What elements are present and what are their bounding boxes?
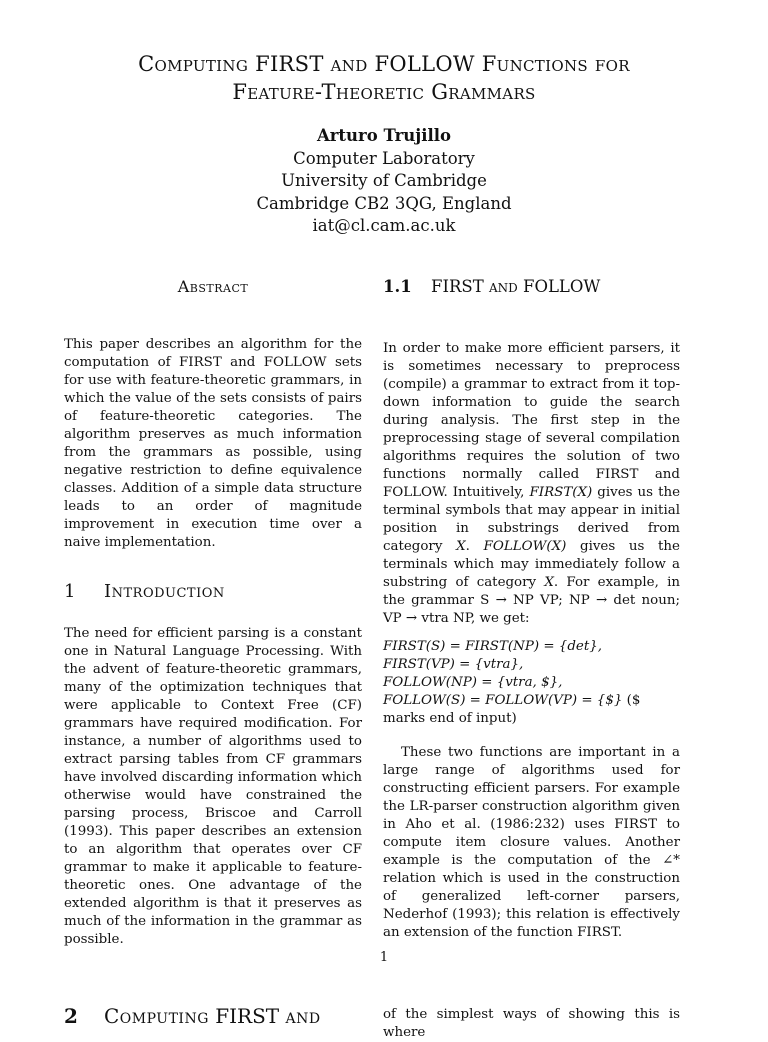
title-word: Functions for [481,52,630,76]
section-1-1-body [383,340,680,942]
math-inline: FOLLOW(S) = FOLLOW(VP) = {$} [383,693,623,708]
math-inline: X [456,539,466,554]
section-title-word: and [285,1004,321,1028]
equation-line: FOLLOW(NP) = {vtra, $}, [383,675,563,690]
subsection-title-word: FIRST [431,277,484,296]
author-affiliation: Computer Laboratory [293,148,475,168]
text-run: ($ marks end of input) [383,693,641,726]
equation-line: FIRST(S) = FIRST(NP) = {det}, [383,639,602,654]
title-line-1 [0,50,768,78]
abstract-body [64,336,362,552]
section-2-heading [64,1004,321,1028]
section-number: 1 [64,581,76,602]
math-inline: FOLLOW(X) [483,539,567,554]
abstract-text: This paper describes an algorithm for the computation of FIRST and FOLLOW sets for use with feature-theoretic grammars, in which the value of the sets consists of pairs of feature-theoretic categories. The algorithm preserves as much information from the grammars as possible, using negative restriction to define equivalence classes. Addition of a simple data structure leads to an order of magnitude improvement in execution time over a naive implementation. [64,337,362,550]
author-name: Arturo Trujillo [316,126,452,145]
next-column-text: of the simplest ways of showing this is where [383,1007,680,1040]
text-run: gives us the terminal symbols that may appear in initial position in substrings derived from category [383,485,680,554]
title-word: Computing [138,52,249,76]
author-email[interactable]: iat@cl.cam.ac.uk [312,216,456,235]
equation-line: FIRST(VP) = {vtra}, [383,657,524,672]
page-number: 1 [379,950,389,965]
author-block [0,125,768,238]
abstract-heading: Abstract [177,277,249,296]
section-number: 2 [64,1004,78,1028]
title-word: FOLLOW [374,52,475,76]
section-title: Introduction [104,581,225,602]
section-1-body [64,625,362,949]
paper-title [0,50,768,106]
section-title-word: Computing [104,1004,209,1028]
section-1-1-heading [383,277,600,296]
author-university: University of Cambridge [281,171,487,190]
equations-block [383,638,680,728]
text-run: . [465,539,470,554]
text-run: In order to make more efficient parsers, it is sometimes necessary to preprocess (compile) a grammar to extract from it top-down information to guide the search during analysis. The first step in the preprocessing stage of several compilation algorithms requires the solution of two functions normally called FIRST and FOLLOW. Intuitively, [383,341,680,500]
subsection-number: 1.1 [383,277,412,296]
math-inline: FIRST(X) [529,485,593,500]
title-word: and [330,52,368,76]
title-word: FIRST [255,52,324,76]
section-1-1-paragraph-2: These two functions are important in a large range of algorithms used for constructing efficient parsers. For example the LR-parser construction algorithm given in Aho et al. (1986:232) uses FIRST to compute item closure values. Another example is the computation of the ∠* relation which is used in the construction of generalized left-corner parsers, Nederhof (1993); this relation is effectively an extension of the function FIRST. [383,745,680,940]
subsection-title-word: and [488,277,518,296]
author-address: Cambridge CB2 3QG, England [256,193,512,213]
text-run: . For example, in the grammar S → NP VP; NP → det noun; VP → vtra NP, we get: [383,575,680,626]
title-line-2: Feature-Theoretic Grammars [232,80,536,104]
subsection-title-word: FOLLOW [523,277,601,296]
text-run: gives us the terminals which may immediately follow a substring of category [383,539,680,590]
section-1-heading [64,581,225,602]
equation-line [383,692,680,728]
section-title-word: FIRST [215,1004,280,1028]
math-inline: X [544,575,554,590]
section-1-1-paragraph-1 [383,340,680,628]
next-column-fragment [383,1006,680,1042]
section-1-text: The need for efficient parsing is a constant one in Natural Language Processing. With the advent of feature-theoretic grammars, many of the optimization techniques that were applicable to Context Free (CF) grammars have required modification. For instance, a number of algorithms used to extract parsing tables from CF grammars have involved discarding information which otherwise would have constrained the parsing process, Briscoe and Carroll (1993). This paper describes an extension to an algorithm that operates over CF grammar to make it applicable to feature-theoretic ones. One advantage of the extended algorithm is that it preserves as much of the information in the grammar as possible. [64,626,362,947]
